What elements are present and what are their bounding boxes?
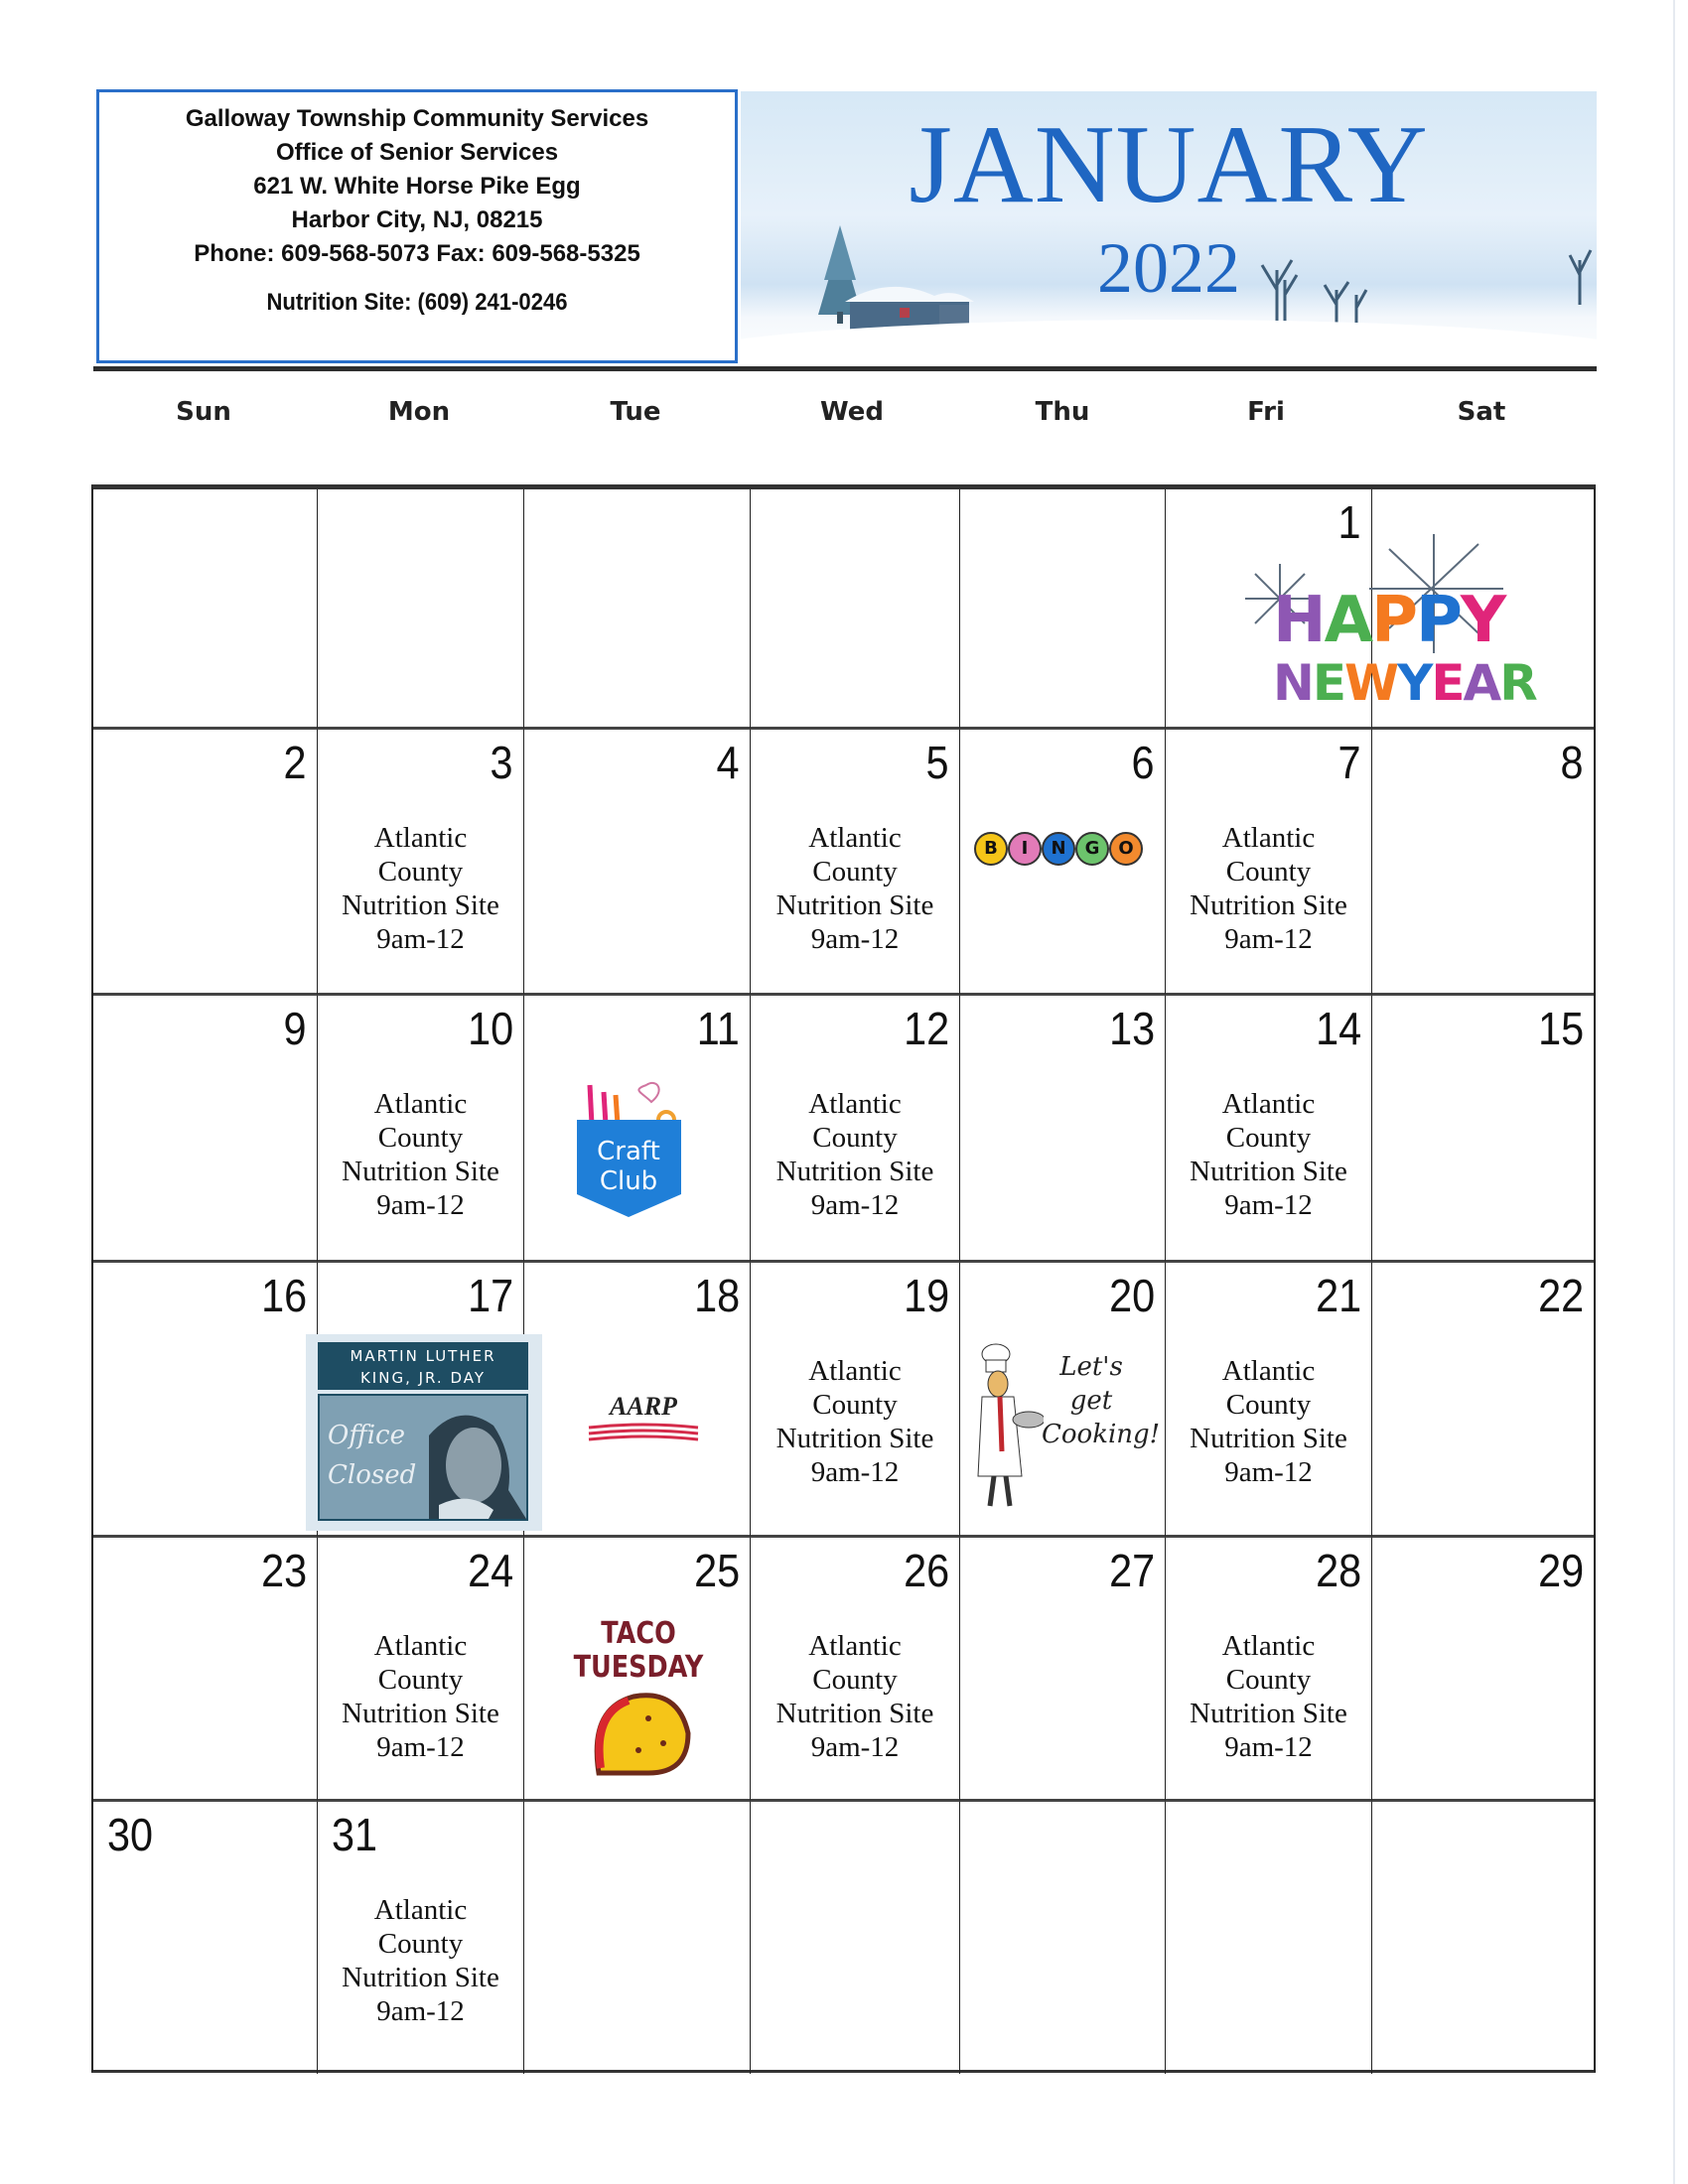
calendar-empty-cell xyxy=(1372,1802,1594,2074)
day-number: 6 xyxy=(1131,737,1155,788)
event-text-line2: County xyxy=(1225,1389,1312,1421)
event-text-line4: 9am-12 xyxy=(1224,923,1313,955)
day-number: 20 xyxy=(1108,1270,1155,1321)
calendar-day-6 xyxy=(960,730,1166,996)
chef-icon xyxy=(974,1342,1044,1511)
day-number: 9 xyxy=(283,1003,307,1054)
calendar-day-3 xyxy=(318,730,524,996)
bingo-ball-icon: B xyxy=(974,832,1008,866)
day-number: 27 xyxy=(1108,1545,1155,1596)
bingo-ball-icon: I xyxy=(1008,832,1042,866)
day-number: 24 xyxy=(467,1545,513,1596)
weekday-sat: Sat xyxy=(1457,397,1506,427)
event-text-line3: Nutrition Site xyxy=(342,1698,499,1729)
day-number: 8 xyxy=(1560,737,1584,788)
header-divider xyxy=(93,366,1597,371)
calendar-grid xyxy=(91,484,1596,2073)
mlk-title-line-1: MARTIN LUTHER xyxy=(350,1347,496,1365)
calendar-empty-cell xyxy=(1372,489,1594,730)
event-text-line1: Atlantic xyxy=(808,1630,902,1662)
weekday-tue: Tue xyxy=(610,397,661,427)
day-number: 28 xyxy=(1315,1545,1361,1596)
event-text-line1: Atlantic xyxy=(1221,1088,1316,1120)
day-number: 21 xyxy=(1315,1270,1361,1321)
taco-tuesday-image xyxy=(554,1617,723,1786)
mlk-day-office-closed-image xyxy=(306,1334,542,1531)
calendar-day-11 xyxy=(524,996,751,1263)
event-text-line3: Nutrition Site xyxy=(1190,1423,1347,1454)
event-text-line2: County xyxy=(377,1664,464,1696)
event-text-line4: 9am-12 xyxy=(376,1995,465,2027)
svg-text:Craft: Craft xyxy=(597,1137,660,1166)
cooking-line-1: Let's xyxy=(1059,1352,1123,1382)
day-number: 7 xyxy=(1337,737,1361,788)
calendar-day-26 xyxy=(751,1538,960,1802)
event-text-line3: Nutrition Site xyxy=(342,1962,499,1993)
calendar-day-1 xyxy=(1166,489,1536,730)
calendar-day-13 xyxy=(960,996,1166,1263)
phone-fax: Phone: 609-568-5073 Fax: 609-568-5325 xyxy=(194,240,640,267)
craft-supplies-icon xyxy=(572,1080,691,1219)
calendar-day-18 xyxy=(524,1263,751,1538)
bingo-ball-icon: N xyxy=(1042,832,1075,866)
day-number: 4 xyxy=(716,737,740,788)
mlk-title-line-2: KING, JR. DAY xyxy=(359,1369,487,1387)
banner-year: 2022 xyxy=(1097,228,1240,308)
craft-club-image xyxy=(572,1080,691,1219)
calendar-day-5 xyxy=(751,730,960,996)
nutrition-site-event xyxy=(1166,821,1371,956)
day-number: 18 xyxy=(693,1270,740,1321)
address-line-2: Harbor City, NJ, 08215 xyxy=(291,206,543,233)
event-text-line2: County xyxy=(377,1122,464,1154)
day-number: 26 xyxy=(903,1545,949,1596)
event-text-line2: County xyxy=(812,856,898,887)
event-text-line1: Atlantic xyxy=(1221,1630,1316,1662)
event-text-line2: County xyxy=(377,1928,464,1960)
event-text-line1: Atlantic xyxy=(808,1355,902,1387)
nutrition-site-event xyxy=(751,1629,959,1764)
event-text-line1: Atlantic xyxy=(373,1630,468,1662)
nutrition-site-event xyxy=(318,1629,523,1764)
event-text-line2: County xyxy=(1225,1122,1312,1154)
month-banner xyxy=(741,91,1597,367)
weekday-wed: Wed xyxy=(820,397,884,427)
day-number: 12 xyxy=(903,1003,949,1054)
event-text-line4: 9am-12 xyxy=(376,1189,465,1221)
event-text-line4: 9am-12 xyxy=(376,923,465,955)
calendar-day-28 xyxy=(1166,1538,1372,1802)
banner-month: JANUARY xyxy=(909,103,1429,226)
event-text-line4: 9am-12 xyxy=(1224,1731,1313,1763)
day-number: 17 xyxy=(467,1270,513,1321)
nutrition-site-phone: Nutrition Site: (609) 241-0246 xyxy=(266,289,568,316)
nutrition-site-event xyxy=(318,1087,523,1222)
event-text-line1: Atlantic xyxy=(808,1088,902,1120)
nutrition-site-event xyxy=(751,821,959,956)
event-text-line4: 9am-12 xyxy=(1224,1456,1313,1488)
nutrition-site-event xyxy=(1166,1354,1371,1489)
event-text-line4: 9am-12 xyxy=(810,923,900,955)
calendar-day-10 xyxy=(318,996,524,1263)
calendar-day-29 xyxy=(1372,1538,1594,1802)
event-text-line2: County xyxy=(1225,1664,1312,1696)
day-number: 23 xyxy=(260,1545,307,1596)
day-number: 15 xyxy=(1537,1003,1584,1054)
event-text-line2: County xyxy=(812,1122,898,1154)
calendar-empty-cell xyxy=(318,489,524,730)
closed-overlay: Closed xyxy=(328,1460,417,1490)
contact-info-box xyxy=(96,89,738,363)
calendar-empty-cell xyxy=(751,1802,960,2074)
event-text-line1: Atlantic xyxy=(373,822,468,854)
office-name: Office of Senior Services xyxy=(275,139,559,166)
cooking-line-2: get xyxy=(1069,1386,1113,1416)
calendar-day-24 xyxy=(318,1538,524,1802)
weekday-thu: Thu xyxy=(1035,397,1090,427)
nutrition-site-event xyxy=(1166,1629,1371,1764)
bingo-ball-icon: O xyxy=(1109,832,1143,866)
happy-text: HAPPY xyxy=(1273,584,1505,657)
event-text-line1: Atlantic xyxy=(808,822,902,854)
calendar-day-20 xyxy=(960,1263,1166,1538)
event-text-line3: Nutrition Site xyxy=(775,889,934,921)
aarp-text: AARP xyxy=(610,1392,677,1421)
aarp-stripes-icon xyxy=(584,1422,703,1441)
calendar-day-23 xyxy=(93,1538,318,1802)
event-text-line3: Nutrition Site xyxy=(342,1156,499,1187)
event-text-line1: Atlantic xyxy=(1221,1355,1316,1387)
taco-title: TACO TUESDAY xyxy=(573,1616,704,1685)
calendar-day-12 xyxy=(751,996,960,1263)
page-edge xyxy=(1673,0,1675,2184)
calendar-day-14 xyxy=(1166,996,1372,1263)
calendar-empty-cell xyxy=(751,489,960,730)
day-number: 29 xyxy=(1537,1545,1584,1596)
event-text-line4: 9am-12 xyxy=(810,1456,900,1488)
event-text-line2: County xyxy=(812,1664,898,1696)
event-text-line2: County xyxy=(812,1389,898,1421)
bingo-image xyxy=(974,824,1153,866)
weekday-mon: Mon xyxy=(387,397,451,427)
day-number: 22 xyxy=(1537,1270,1584,1321)
calendar-day-8 xyxy=(1372,730,1594,996)
nutrition-site-event xyxy=(1166,1087,1371,1222)
event-text-line3: Nutrition Site xyxy=(775,1156,934,1187)
nutrition-site-event xyxy=(318,1893,523,2028)
day-number: 16 xyxy=(260,1270,307,1321)
calendar-day-30 xyxy=(93,1802,318,2074)
calendar-day-15 xyxy=(1372,996,1594,1263)
event-text-line2: County xyxy=(1225,856,1312,887)
day-number: 19 xyxy=(903,1270,949,1321)
calendar-empty-cell xyxy=(960,489,1166,730)
event-text-line4: 9am-12 xyxy=(1224,1189,1313,1221)
taco-icon xyxy=(579,1689,698,1778)
event-text-line4: 9am-12 xyxy=(376,1731,465,1763)
event-text-line2: County xyxy=(377,856,464,887)
event-text-line4: 9am-12 xyxy=(810,1189,900,1221)
day-number: 31 xyxy=(332,1809,378,1860)
calendar-day-27 xyxy=(960,1538,1166,1802)
day-number: 14 xyxy=(1315,1003,1361,1054)
event-text-line4: 9am-12 xyxy=(810,1731,900,1763)
aarp-logo xyxy=(584,1392,703,1441)
event-text-line3: Nutrition Site xyxy=(342,889,499,921)
calendar-empty-cell xyxy=(1166,1802,1372,2074)
address-line-1: 621 W. White Horse Pike Egg xyxy=(253,173,581,200)
day-number: 5 xyxy=(925,737,949,788)
day-number: 3 xyxy=(490,737,513,788)
lets-get-cooking-image xyxy=(974,1342,1161,1511)
weekday-fri: Fri xyxy=(1247,397,1285,427)
day-number: 25 xyxy=(693,1545,740,1596)
day-number: 11 xyxy=(697,1003,740,1054)
calendar-day-31 xyxy=(318,1802,524,2074)
event-text-line1: Atlantic xyxy=(1221,822,1316,854)
calendar-day-4 xyxy=(524,730,751,996)
event-text-line1: Atlantic xyxy=(373,1894,468,1926)
day-number: 1 xyxy=(1337,496,1361,548)
happy-new-year-image: HAPPY NEWYEAR xyxy=(1215,519,1533,718)
day-number: 13 xyxy=(1108,1003,1155,1054)
calendar-empty-cell xyxy=(524,1802,751,2074)
calendar-day-16 xyxy=(93,1263,318,1538)
day-number: 30 xyxy=(107,1809,154,1860)
calendar-day-21 xyxy=(1166,1263,1372,1538)
office-overlay: Office xyxy=(328,1421,405,1450)
calendar-day-9 xyxy=(93,996,318,1263)
calendar-empty-cell xyxy=(960,1802,1166,2074)
event-text-line3: Nutrition Site xyxy=(1190,1698,1347,1729)
event-text-line3: Nutrition Site xyxy=(775,1698,934,1729)
nutrition-site-event xyxy=(751,1354,959,1489)
calendar-empty-cell xyxy=(524,489,751,730)
svg-text:Club: Club xyxy=(599,1166,658,1196)
calendar-day-17 xyxy=(318,1263,524,1538)
calendar-day-25 xyxy=(524,1538,751,1802)
day-number: 2 xyxy=(283,737,307,788)
nutrition-site-event xyxy=(751,1087,959,1222)
event-text-line3: Nutrition Site xyxy=(775,1423,934,1454)
nutrition-site-event xyxy=(318,821,523,956)
weekday-sun: Sun xyxy=(176,397,231,427)
org-name: Galloway Township Community Services xyxy=(185,105,649,132)
calendar-day-22 xyxy=(1372,1263,1594,1538)
calendar-day-2 xyxy=(93,730,318,996)
event-text-line3: Nutrition Site xyxy=(1190,1156,1347,1187)
day-number: 10 xyxy=(467,1003,513,1054)
calendar-empty-cell xyxy=(93,489,318,730)
event-text-line1: Atlantic xyxy=(373,1088,468,1120)
bingo-ball-icon: G xyxy=(1075,832,1109,866)
cooking-line-3: Cooking! xyxy=(1042,1420,1161,1449)
event-text-line3: Nutrition Site xyxy=(1190,889,1347,921)
calendar-day-7 xyxy=(1166,730,1372,996)
calendar-day-19 xyxy=(751,1263,960,1538)
